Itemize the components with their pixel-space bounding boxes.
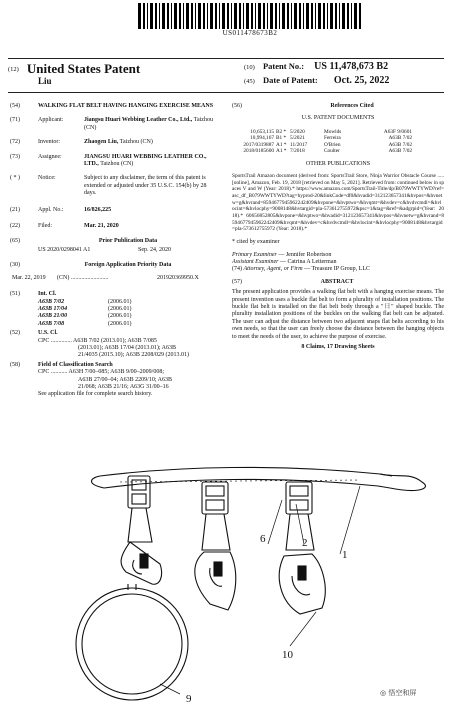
barcode-bar: [198, 3, 201, 29]
patent-date: Oct. 25, 2022: [333, 75, 390, 86]
patent-kind-title: United States Patent: [26, 61, 141, 77]
barcode-bar: [315, 3, 316, 29]
hanging-buckle-left: [121, 476, 162, 584]
intcl-row: A63B 7/02 (2006.01): [38, 298, 132, 305]
barcode-bar: [138, 3, 141, 29]
header-divider-top: [8, 58, 444, 59]
barcode-bar: [354, 3, 357, 29]
barcode-bar: [339, 3, 340, 29]
watermark-icon: ◎: [380, 689, 387, 697]
barcode-bar: [246, 3, 249, 29]
cited-by-examiner: * cited by examiner: [232, 239, 280, 246]
filed-date: Mar. 21, 2020: [84, 223, 119, 230]
barcode-bar: [318, 3, 321, 29]
barcode-bar: [143, 3, 145, 29]
barcode-bar: [150, 3, 153, 29]
barcode-bar: [311, 3, 313, 29]
leader-line-6: [268, 500, 282, 544]
barcode: [138, 3, 364, 29]
field-65: (65) Prior Publication Data: [10, 238, 158, 245]
barcode-bar: [174, 3, 177, 29]
primary-examiner: Primary Examiner — Jennifer Robertson: [232, 251, 332, 258]
barcode-bar: [351, 3, 352, 29]
barcode-bar: [215, 3, 217, 29]
ref-label-6: 6: [260, 533, 266, 545]
field-71: (71) Applicant: Jiangsu Huari Webbing Leather Co., Ltd., Taizhou (CN): [10, 117, 213, 131]
references-table: [232, 129, 444, 155]
barcode-bar: [167, 3, 169, 29]
field-51: (51) Int. Cl.: [10, 291, 57, 298]
barcode-bar: [171, 3, 172, 29]
patent-title-block: (12) United States Patent: [8, 61, 141, 77]
assistant-examiner: Assistant Examiner — Catrina A Letterman: [232, 258, 337, 265]
barcode-bar: [258, 3, 261, 29]
barcode-bar: [234, 3, 237, 29]
field-57: (57) ABSTRACT: [232, 278, 354, 285]
barcode-bar: [270, 3, 273, 29]
reference-row: 10,994,167 B1 * 5/2021 Ferreira A63B 7/02: [250, 135, 412, 142]
barcode-bar: [306, 3, 309, 29]
abstract-text: The present application provides a walking flat belt with a hanging exercise means. The present invention uses a buckle flat belt to form a plurality of installation positions. The buckle flat belt is installed on the flat belt body through a "日" shaped buckle. The plurality installation positions of the buckles on the walking flat belt can be adjusted. The user can adjust the distance between two adjacent snaps flat belts according to his own needs, so that the user can freely choose the distance between the hanging objects to meet the needs of the user, to achieve the purpose of exercise.: [232, 289, 444, 340]
ref-label-2: 2: [302, 537, 308, 549]
barcode-bar: [267, 3, 268, 29]
belt-body: [92, 467, 426, 490]
barcode-bar: [147, 3, 148, 29]
barcode-bar: [222, 3, 225, 29]
foreign-priority-row: Mar. 22, 2019 (CN) ......................... 201920369950.X: [12, 274, 199, 281]
intcl-row: A63B 21/00 (2006.01): [38, 313, 132, 320]
header-divider-bottom: [8, 92, 444, 93]
uscl-text: CPC .............. A63B 7/02 (2013.01); A63B 7/085 (2013.01); A63B 17/04 (2013.01); A63B 21/4035 (2015.10); A63B 2208/029 (2013.01): [38, 337, 189, 359]
field-58: (58) Field of Classification Search: [10, 361, 113, 368]
barcode-bar: [275, 3, 277, 29]
barcode-bar: [210, 3, 213, 29]
reference-row: 2017/0319887 A1 * 11/2017 O'Brien A63B 7/02: [243, 141, 412, 148]
barcode-bar: [231, 3, 232, 29]
barcode-bar: [330, 3, 333, 29]
barcode-bar: [291, 3, 292, 29]
barcode-bar: [195, 3, 196, 29]
barcode-bar: [359, 3, 361, 29]
barcode-bar: [162, 3, 165, 29]
barcode-bar: [251, 3, 253, 29]
ref-label-1: 1: [342, 549, 348, 561]
barcode-bar: [255, 3, 256, 29]
patent-date-line: (45) Date of Patent: Oct. 25, 2022: [244, 75, 390, 86]
field-22: (22) Filed: Mar. 21, 2020: [10, 223, 119, 230]
claims-line: 8 Claims, 17 Drawing Sheets: [301, 344, 375, 351]
barcode-bar: [335, 3, 337, 29]
reference-row: 10,653,115 B2 * 5/2020 Mowlds A63F 9/0601: [250, 128, 412, 135]
barcode-bar: [323, 3, 325, 29]
barcode-bar: [207, 3, 208, 29]
patent-number-line: (10) Patent No.: US 11,478,673 B2: [244, 61, 389, 72]
right-column: [232, 103, 444, 351]
barcode-bar: [303, 3, 304, 29]
field-21: (21) Appl. No.: 16/826,225: [10, 206, 112, 213]
prior-publication-row: US 2020/0298041 A1 Sep. 24, 2020: [38, 246, 171, 253]
field-54: (54) WALKING FLAT BELT HAVING HANGING EXERCISE MEANS: [10, 103, 228, 110]
barcode-bar: [279, 3, 280, 29]
barcode-number: US011478673B2: [222, 29, 278, 37]
field-56: (56) References Cited: [232, 103, 374, 109]
hanging-ring: [76, 584, 188, 700]
barcode-bar: [294, 3, 297, 29]
field-notice: ( * ) Notice: Subject to any disclaimer, the term of this patent is extended or adjusted under 35 U.S.C. 154(b) by 28 days.: [10, 175, 207, 197]
barcode-bar: [243, 3, 244, 29]
field-73: (73) Assignee: JIANGSU HUARI WEBBING LEATHER CO., LTD., Taizhou (CN): [10, 153, 207, 168]
barcode-bar: [342, 3, 345, 29]
leader-line-1: [340, 486, 360, 554]
intcl-row: A63B 7/08 (2006.01): [38, 320, 132, 327]
left-column: [10, 103, 228, 399]
barcode-bar: [347, 3, 349, 29]
field-52: (52) U.S. Cl.: [10, 330, 58, 337]
watermark-text: 悟空和屏: [388, 689, 417, 697]
barcode-bar: [203, 3, 205, 29]
barcode-bar: [183, 3, 184, 29]
patent-number: US 11,478,673 B2: [314, 61, 389, 72]
inventor-short: Liu: [38, 76, 52, 86]
other-publications-text: SportsTrail Amazon document (derived from: SportsTrail Store, Ninja Warrior Obstacle Course ..... [online], Amazon, Feb. 19, 2018 [retrieved on May 5, 2021]. Retrieved from: continued below in spaces V and W (Year: 2018).* https://www.amazon.com/SportsTrail-Title/dp/B079WWTYWD?ref=asc_df_B079WWTYWD?tag=hyprod-20&linkCode=df0&hvadid=312123657341&hvpos=&hvnetw=g&hvrand=8594677945962242409&hvpone=&hvptwo=&hvqmt=&hvdev=c&hvdvcmdl=&hvlocint=&hvlocphy=9008148&hvtargid=pla-573612755972&psc=1&tag=&ref=&adgrpid=(Year: 2018).* 60656852805&hvpone=&hvptwo=&hvadid=312123657341&hvpos=&hvnetw=g&hvrand=8594677945962242409&hvqmt=&hvdev=c&hvdvcmdl=&hvlocint=&hvlocphy=9008148&hvtargid=pla-573612755972 (Year: 2018).*: [232, 172, 444, 233]
attorney-line: (74) Attorney, Agent, or Firm — Treasure IP Group, LLC: [232, 266, 371, 273]
leader-line-10: [290, 612, 316, 646]
barcode-bar: [159, 3, 160, 29]
barcode-bar: [287, 3, 289, 29]
ref-label-10: 10: [282, 649, 293, 661]
barcode-bar: [179, 3, 181, 29]
hanging-buckle-middle: [195, 482, 236, 610]
field-72: (72) Inventor: Zhaogen Liu, Taizhou (CN): [10, 139, 153, 146]
barcode-bar: [219, 3, 220, 29]
barcode-bar: [282, 3, 285, 29]
watermark-logo: [380, 688, 416, 698]
reference-row: 2018/0185600 A1 * 7/2018 Coulter A63B 7/02: [243, 148, 412, 155]
barcode-bar: [299, 3, 301, 29]
search-field-text: CPC ........... A63H 7/00–085; A63B 9/00–2009/008; A63B 27/00–04; A63B 2209/10; A63B 21/068; A63B 21/16; A63G 31/00–16 See application file for complete search history.: [38, 369, 173, 398]
field-30: (30) Foreign Application Priority Data: [10, 262, 172, 269]
barcode-bar: [227, 3, 229, 29]
us-patent-documents-title: U.S. PATENT DOCUMENTS: [301, 115, 375, 122]
barcode-bar: [186, 3, 189, 29]
ref-label-9: 9: [186, 693, 192, 705]
intcl-list: [10, 299, 228, 329]
barcode-bar: [263, 3, 265, 29]
intcl-row: A63B 17/04 (2006.01): [38, 305, 132, 312]
barcode-bar: [327, 3, 328, 29]
barcode-bar: [239, 3, 241, 29]
application-number: 16/826,225: [84, 206, 112, 213]
barcode-bar: [191, 3, 193, 29]
barcode-bar: [155, 3, 157, 29]
invention-title: WALKING FLAT BELT HAVING HANGING EXERCISE MEANS: [38, 103, 214, 109]
other-publications-title: OTHER PUBLICATIONS: [305, 161, 371, 168]
patent-drawing: [60, 464, 452, 707]
